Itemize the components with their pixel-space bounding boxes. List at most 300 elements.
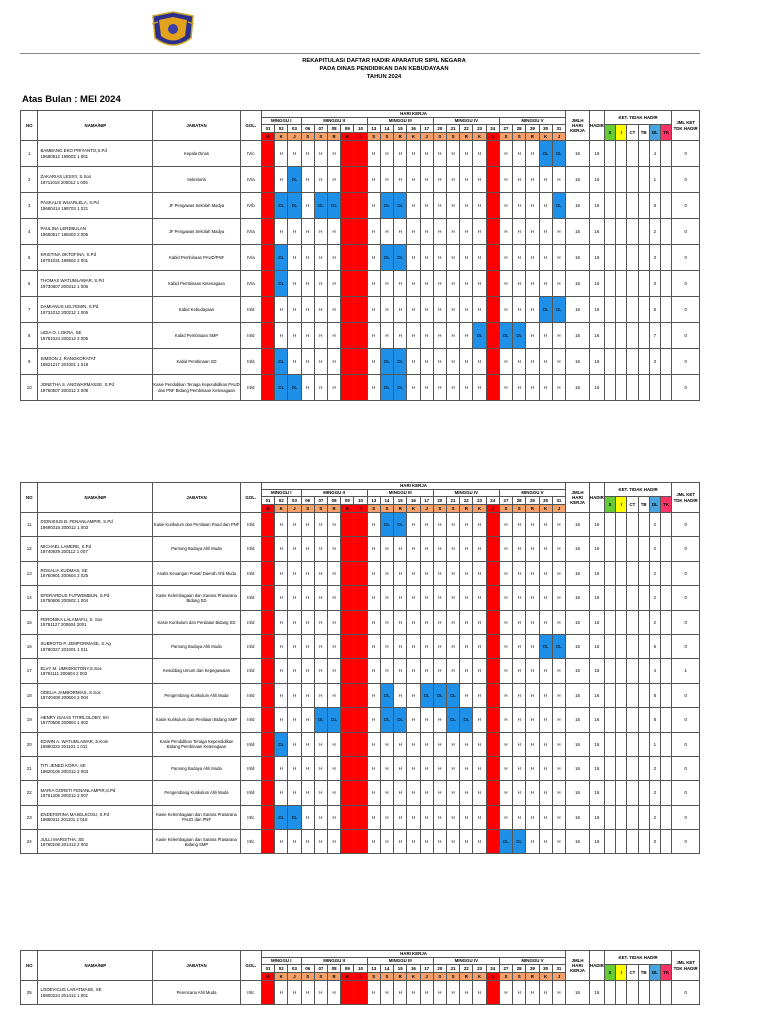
day-cell-hadir: H	[499, 167, 512, 193]
row-gol: III/d	[240, 586, 261, 610]
day-cell-hadir: H	[473, 141, 486, 167]
day-cell-hadir: H	[513, 708, 526, 732]
day-cell-hadir: H	[460, 323, 473, 349]
day-cell-hadir: H	[288, 141, 301, 167]
employee-nip: 19800224 201412 1 001	[40, 992, 89, 998]
day-cell-hadir: H	[473, 586, 486, 610]
table-row	[21, 659, 700, 683]
date-header: 31	[552, 497, 565, 505]
day-cell-hadir: H	[513, 193, 526, 219]
day-cell-hadir: H	[499, 610, 512, 634]
day-cell-hadir: H	[314, 561, 327, 585]
holiday-cell	[341, 659, 354, 683]
row-ket-cell	[627, 561, 638, 585]
row-ket-cell	[604, 349, 615, 375]
employee-name: BAMBANG EKO PRIYANTO,S.Pd	[40, 148, 107, 154]
day-cell-hadir: H	[446, 610, 459, 634]
row-ket-cell	[616, 513, 627, 537]
row-jmlh: 16	[566, 349, 590, 375]
holiday-cell	[341, 375, 354, 401]
row-jml-ket: 0	[672, 141, 700, 167]
day-header: J	[420, 133, 433, 141]
day-cell-hadir: H	[539, 830, 552, 854]
row-jabatan: Kasie Kelembagaan dan Sarana Prasarana PAUD dan PNF	[153, 805, 240, 829]
day-cell-dl: DL	[420, 683, 433, 707]
table-row	[21, 805, 700, 829]
day-cell-hadir: H	[433, 981, 446, 1005]
day-cell-hadir: H	[473, 167, 486, 193]
table-row	[21, 297, 700, 323]
holiday-cell	[341, 683, 354, 707]
day-header: R	[460, 505, 473, 513]
date-header: 09	[341, 497, 354, 505]
day-cell-hadir: H	[288, 349, 301, 375]
day-cell-hadir: H	[526, 245, 539, 271]
row-ket-cell	[627, 245, 638, 271]
day-cell-hadir: H	[420, 805, 433, 829]
date-header: 16	[407, 125, 420, 133]
employee-name: KRISTINA OKTOFINA, S.Pd	[40, 252, 97, 258]
row-ket-cell	[627, 634, 638, 658]
date-header: 17	[420, 125, 433, 133]
date-header: 16	[407, 965, 420, 973]
day-cell-hadir: H	[526, 805, 539, 829]
holiday-cell	[354, 830, 367, 854]
day-cell-hadir: H	[552, 732, 565, 756]
holiday-cell	[341, 297, 354, 323]
day-header: J	[420, 505, 433, 513]
holiday-cell	[261, 659, 274, 683]
day-cell-hadir: H	[301, 756, 314, 780]
day-cell-hadir: H	[526, 781, 539, 805]
day-cell-dl: DL	[394, 513, 407, 537]
col-header-name: NAMA/NIP	[38, 483, 153, 513]
row-ket-cell	[627, 981, 638, 1005]
row-jabatan: Kabid Pembinaan SD	[153, 349, 240, 375]
holiday-cell	[341, 323, 354, 349]
row-no: 5	[21, 245, 38, 271]
holiday-cell	[261, 805, 274, 829]
row-jml-ket: 0	[672, 683, 700, 707]
day-cell-hadir: H	[328, 561, 341, 585]
day-cell-hadir: H	[499, 634, 512, 658]
day-cell-hadir: H	[328, 683, 341, 707]
date-header: 21	[446, 125, 459, 133]
day-cell-hadir: H	[433, 586, 446, 610]
day-cell-hadir: H	[288, 659, 301, 683]
holiday-cell	[261, 781, 274, 805]
day-cell-hadir: H	[499, 708, 512, 732]
day-cell-hadir: H	[513, 167, 526, 193]
row-ket-cell	[638, 830, 649, 854]
row-ket-cell: 8	[649, 708, 660, 732]
day-cell-hadir: H	[301, 586, 314, 610]
row-name-nip	[38, 141, 153, 167]
employee-nip: 19820105 200312 2 003	[40, 768, 89, 774]
row-gol: III/d	[240, 634, 261, 658]
date-header: 30	[539, 125, 552, 133]
row-ket-cell	[627, 219, 638, 245]
day-cell-hadir: H	[460, 349, 473, 375]
day-cell-hadir: H	[513, 634, 526, 658]
holiday-cell	[354, 659, 367, 683]
row-ket-cell	[638, 781, 649, 805]
row-name-nip	[38, 193, 153, 219]
day-cell-hadir: H	[446, 349, 459, 375]
day-header: J	[288, 133, 301, 141]
date-header: 29	[526, 125, 539, 133]
row-no: 8	[21, 323, 38, 349]
day-cell-hadir: H	[314, 586, 327, 610]
day-cell-hadir: H	[539, 683, 552, 707]
row-no: 6	[21, 271, 38, 297]
row-jabatan: JF Pengawas Sekolah Madya	[153, 193, 240, 219]
day-header: J	[552, 973, 565, 981]
row-ket-cell	[627, 586, 638, 610]
employee-nip: 19740408 200604 2 004	[40, 695, 89, 701]
attendance-table	[20, 482, 700, 854]
row-ket-cell	[638, 732, 649, 756]
row-hadir: 16	[589, 323, 604, 349]
holiday-cell	[341, 349, 354, 375]
row-jabatan: Kasie Kurikulum dan Penilaian Paud dan PNF	[153, 513, 240, 537]
row-ket-cell	[616, 219, 627, 245]
table-row	[21, 830, 700, 854]
col-header-hari-kerja: HARI KERJA	[261, 111, 565, 118]
day-cell-hadir: H	[380, 830, 393, 854]
day-header: J	[552, 133, 565, 141]
day-cell-hadir: H	[380, 141, 393, 167]
ket-code-header: S	[604, 497, 615, 513]
day-cell-hadir: H	[446, 375, 459, 401]
row-hadir: 16	[589, 683, 604, 707]
day-cell-hadir: H	[301, 513, 314, 537]
day-cell-hadir: H	[446, 634, 459, 658]
day-cell-dl: DL	[288, 167, 301, 193]
day-cell-hadir: H	[446, 586, 459, 610]
employee-nip: 19690316 200012 1 003	[40, 524, 89, 530]
row-ket-cell	[638, 659, 649, 683]
row-ket-cell	[604, 805, 615, 829]
holiday-cell	[354, 708, 367, 732]
day-cell-hadir: H	[460, 756, 473, 780]
day-cell-hadir: H	[407, 805, 420, 829]
row-hadir: 16	[589, 981, 604, 1005]
day-cell-hadir: H	[473, 245, 486, 271]
day-header: K	[341, 505, 354, 513]
day-cell-dl: DL	[394, 708, 407, 732]
table-row	[21, 245, 700, 271]
day-header: J	[552, 505, 565, 513]
col-header-hadir: HADIR	[589, 951, 604, 981]
day-cell-hadir: H	[380, 297, 393, 323]
row-ket-cell	[638, 708, 649, 732]
day-cell-hadir: H	[473, 659, 486, 683]
date-header: 21	[446, 497, 459, 505]
day-cell-hadir: H	[394, 634, 407, 658]
day-cell-hadir: H	[499, 781, 512, 805]
holiday-cell	[261, 271, 274, 297]
day-cell-hadir: H	[328, 586, 341, 610]
employee-name: FERONIKA LALAMAFU, S. Sos	[40, 617, 103, 623]
row-jml-ket: 0	[672, 245, 700, 271]
day-cell-hadir: H	[367, 586, 380, 610]
day-cell-hadir: H	[275, 323, 288, 349]
day-cell-hadir: H	[301, 219, 314, 245]
day-cell-hadir: H	[446, 245, 459, 271]
row-ket-cell	[604, 659, 615, 683]
day-cell-hadir: H	[539, 610, 552, 634]
row-ket-cell	[638, 634, 649, 658]
holiday-cell	[341, 167, 354, 193]
row-no: 23	[21, 805, 38, 829]
col-header-name: NAMA/NIP	[38, 111, 153, 141]
employee-nip: 19731012 200212 1 006	[40, 309, 89, 315]
holiday-cell	[486, 193, 499, 219]
table-row	[21, 781, 700, 805]
holiday-cell	[341, 981, 354, 1005]
table-row	[21, 219, 700, 245]
date-header: 15	[394, 125, 407, 133]
date-header: 07	[314, 497, 327, 505]
holiday-cell	[354, 219, 367, 245]
day-cell-dl: DL	[288, 805, 301, 829]
row-jmlh: 16	[566, 659, 590, 683]
row-ket-cell	[638, 586, 649, 610]
day-cell-hadir: H	[394, 586, 407, 610]
day-cell-hadir: H	[288, 683, 301, 707]
day-cell-hadir: H	[288, 732, 301, 756]
row-ket-cell	[638, 193, 649, 219]
day-cell-hadir: H	[433, 219, 446, 245]
row-no: 24	[21, 830, 38, 854]
row-gol: III/c	[240, 805, 261, 829]
day-cell-hadir: H	[394, 756, 407, 780]
day-cell-hadir: H	[394, 561, 407, 585]
date-header: 09	[341, 125, 354, 133]
row-ket-cell	[604, 513, 615, 537]
day-cell-hadir: H	[367, 537, 380, 561]
day-cell-hadir: H	[288, 297, 301, 323]
date-header: 10	[354, 497, 367, 505]
day-cell-dl: DL	[394, 245, 407, 271]
day-header: S	[499, 505, 512, 513]
row-ket-cell	[616, 141, 627, 167]
row-no: 15	[21, 610, 38, 634]
day-cell-dl: DL	[328, 193, 341, 219]
day-cell-hadir: H	[460, 781, 473, 805]
day-cell-hadir: H	[539, 349, 552, 375]
row-ket-cell	[638, 375, 649, 401]
day-cell-hadir: H	[420, 586, 433, 610]
row-ket-cell	[638, 610, 649, 634]
week-header: MINGGU III	[367, 118, 433, 125]
row-ket-cell	[616, 634, 627, 658]
ket-code-header: CT	[627, 965, 638, 981]
day-cell-hadir: H	[473, 349, 486, 375]
row-ket-cell	[616, 271, 627, 297]
day-cell-hadir: H	[407, 513, 420, 537]
week-header: MINGGU V	[499, 118, 565, 125]
day-cell-hadir: H	[473, 610, 486, 634]
day-cell-hadir: H	[460, 513, 473, 537]
table-row	[21, 167, 700, 193]
day-cell-hadir: H	[499, 805, 512, 829]
date-header: 27	[499, 125, 512, 133]
day-cell-hadir: H	[367, 219, 380, 245]
day-cell-hadir: H	[314, 375, 327, 401]
row-ket-cell: 3	[649, 271, 660, 297]
row-ket-cell	[627, 537, 638, 561]
row-gol: III/d	[240, 349, 261, 375]
day-cell-hadir: H	[314, 756, 327, 780]
day-cell-hadir: H	[394, 732, 407, 756]
day-cell-hadir: H	[275, 981, 288, 1005]
holiday-cell	[354, 756, 367, 780]
col-header-gol: GOL.	[240, 483, 261, 513]
day-cell-hadir: H	[446, 193, 459, 219]
date-header: 20	[433, 125, 446, 133]
row-jml-ket: 0	[672, 634, 700, 658]
row-ket-cell	[604, 375, 615, 401]
row-jabatan: Kabid Pembinaan SMP	[153, 323, 240, 349]
row-jmlh: 16	[566, 805, 590, 829]
day-cell-hadir: H	[328, 323, 341, 349]
col-header-hadir: HADIR	[589, 111, 604, 141]
day-cell-hadir: H	[367, 981, 380, 1005]
day-cell-hadir: H	[433, 561, 446, 585]
holiday-cell	[486, 708, 499, 732]
day-cell-hadir: H	[460, 193, 473, 219]
row-ket-cell	[627, 193, 638, 219]
holiday-cell	[261, 561, 274, 585]
row-ket-cell	[616, 323, 627, 349]
day-cell-hadir: H	[552, 683, 565, 707]
day-cell-hadir: H	[314, 805, 327, 829]
day-cell-hadir: H	[380, 219, 393, 245]
row-gol: III/d	[240, 610, 261, 634]
row-ket-cell	[638, 756, 649, 780]
day-cell-hadir: H	[407, 271, 420, 297]
row-name-nip	[38, 537, 153, 561]
day-cell-hadir: H	[552, 167, 565, 193]
day-cell-hadir: H	[460, 561, 473, 585]
day-header: S	[314, 973, 327, 981]
row-no: 25	[21, 981, 38, 1005]
day-cell-hadir: H	[433, 708, 446, 732]
row-ket-cell: 2	[649, 561, 660, 585]
day-cell-hadir: H	[275, 781, 288, 805]
row-name-nip	[38, 634, 153, 658]
date-header: 23	[473, 965, 486, 973]
ket-code-header: TB	[638, 965, 649, 981]
day-cell-hadir: H	[433, 141, 446, 167]
day-cell-hadir: H	[275, 586, 288, 610]
day-cell-hadir: H	[380, 586, 393, 610]
row-ket-cell	[638, 271, 649, 297]
day-header: R	[526, 133, 539, 141]
row-ket-cell	[638, 513, 649, 537]
col-header-hadir: HADIR	[589, 483, 604, 513]
day-cell-hadir: H	[526, 659, 539, 683]
day-cell-hadir: H	[314, 219, 327, 245]
day-cell-hadir: H	[460, 586, 473, 610]
day-cell-hadir: H	[407, 683, 420, 707]
row-ket-cell	[616, 756, 627, 780]
row-ket-cell	[627, 271, 638, 297]
row-gol: IV/a	[240, 271, 261, 297]
table-row	[21, 732, 700, 756]
day-header: K	[341, 973, 354, 981]
employee-nip: 19760901 200604 2 025	[40, 573, 89, 579]
row-ket-cell	[638, 219, 649, 245]
holiday-cell	[486, 586, 499, 610]
day-cell-hadir: H	[394, 297, 407, 323]
holiday-cell	[486, 830, 499, 854]
day-cell-hadir: H	[301, 610, 314, 634]
row-ket-cell	[604, 634, 615, 658]
row-hadir: 16	[589, 756, 604, 780]
employee-nip: 19761205 200212 2 007	[40, 792, 89, 798]
day-cell-hadir: H	[499, 683, 512, 707]
day-header: S	[301, 973, 314, 981]
ket-code-header: TB	[638, 497, 649, 513]
employee-name: EDWIN A. WATUMLAWAR, S.Kom	[40, 739, 109, 744]
row-ket-cell	[661, 219, 672, 245]
col-header-jabatan: JABATAN	[153, 483, 240, 513]
day-header: J	[486, 133, 499, 141]
day-cell-dl: DL	[275, 245, 288, 271]
day-header: K	[275, 505, 288, 513]
day-cell-hadir: H	[526, 219, 539, 245]
holiday-cell	[486, 537, 499, 561]
row-ket-cell	[604, 219, 615, 245]
day-cell-hadir: H	[460, 537, 473, 561]
row-jmlh: 16	[566, 830, 590, 854]
table-row	[21, 537, 700, 561]
employee-nip: 19850322 201101 1 011	[40, 744, 88, 750]
employee-name: MARIA GORETI FENANLAMPIR,S.Pd	[40, 787, 116, 793]
table-row	[21, 708, 700, 732]
row-jabatan: Pengembang Kurikulum Ahli Muda	[153, 781, 240, 805]
day-cell-hadir: H	[275, 683, 288, 707]
col-header-jabatan: JABATAN	[153, 111, 240, 141]
day-cell-hadir: H	[288, 586, 301, 610]
day-cell-hadir: H	[433, 756, 446, 780]
row-ket-cell	[604, 981, 615, 1005]
day-cell-hadir: H	[433, 537, 446, 561]
week-header: MINGGU I	[261, 490, 301, 497]
row-name-nip	[38, 323, 153, 349]
row-name-nip	[38, 781, 153, 805]
week-header: MINGGU III	[367, 958, 433, 965]
day-cell-hadir: H	[446, 981, 459, 1005]
day-header: J	[486, 505, 499, 513]
day-cell-hadir: H	[513, 732, 526, 756]
day-header: J	[420, 973, 433, 981]
holiday-cell	[486, 781, 499, 805]
day-cell-hadir: H	[288, 610, 301, 634]
day-cell-hadir: H	[539, 323, 552, 349]
row-ket-cell	[638, 683, 649, 707]
day-cell-hadir: H	[367, 513, 380, 537]
row-jml-ket: 0	[672, 271, 700, 297]
row-ket-cell	[604, 683, 615, 707]
day-header: R	[394, 133, 407, 141]
row-ket-cell	[604, 732, 615, 756]
employee-name: PASKALIS WUARLELA, S.Pd	[40, 200, 99, 206]
day-cell-hadir: H	[539, 375, 552, 401]
